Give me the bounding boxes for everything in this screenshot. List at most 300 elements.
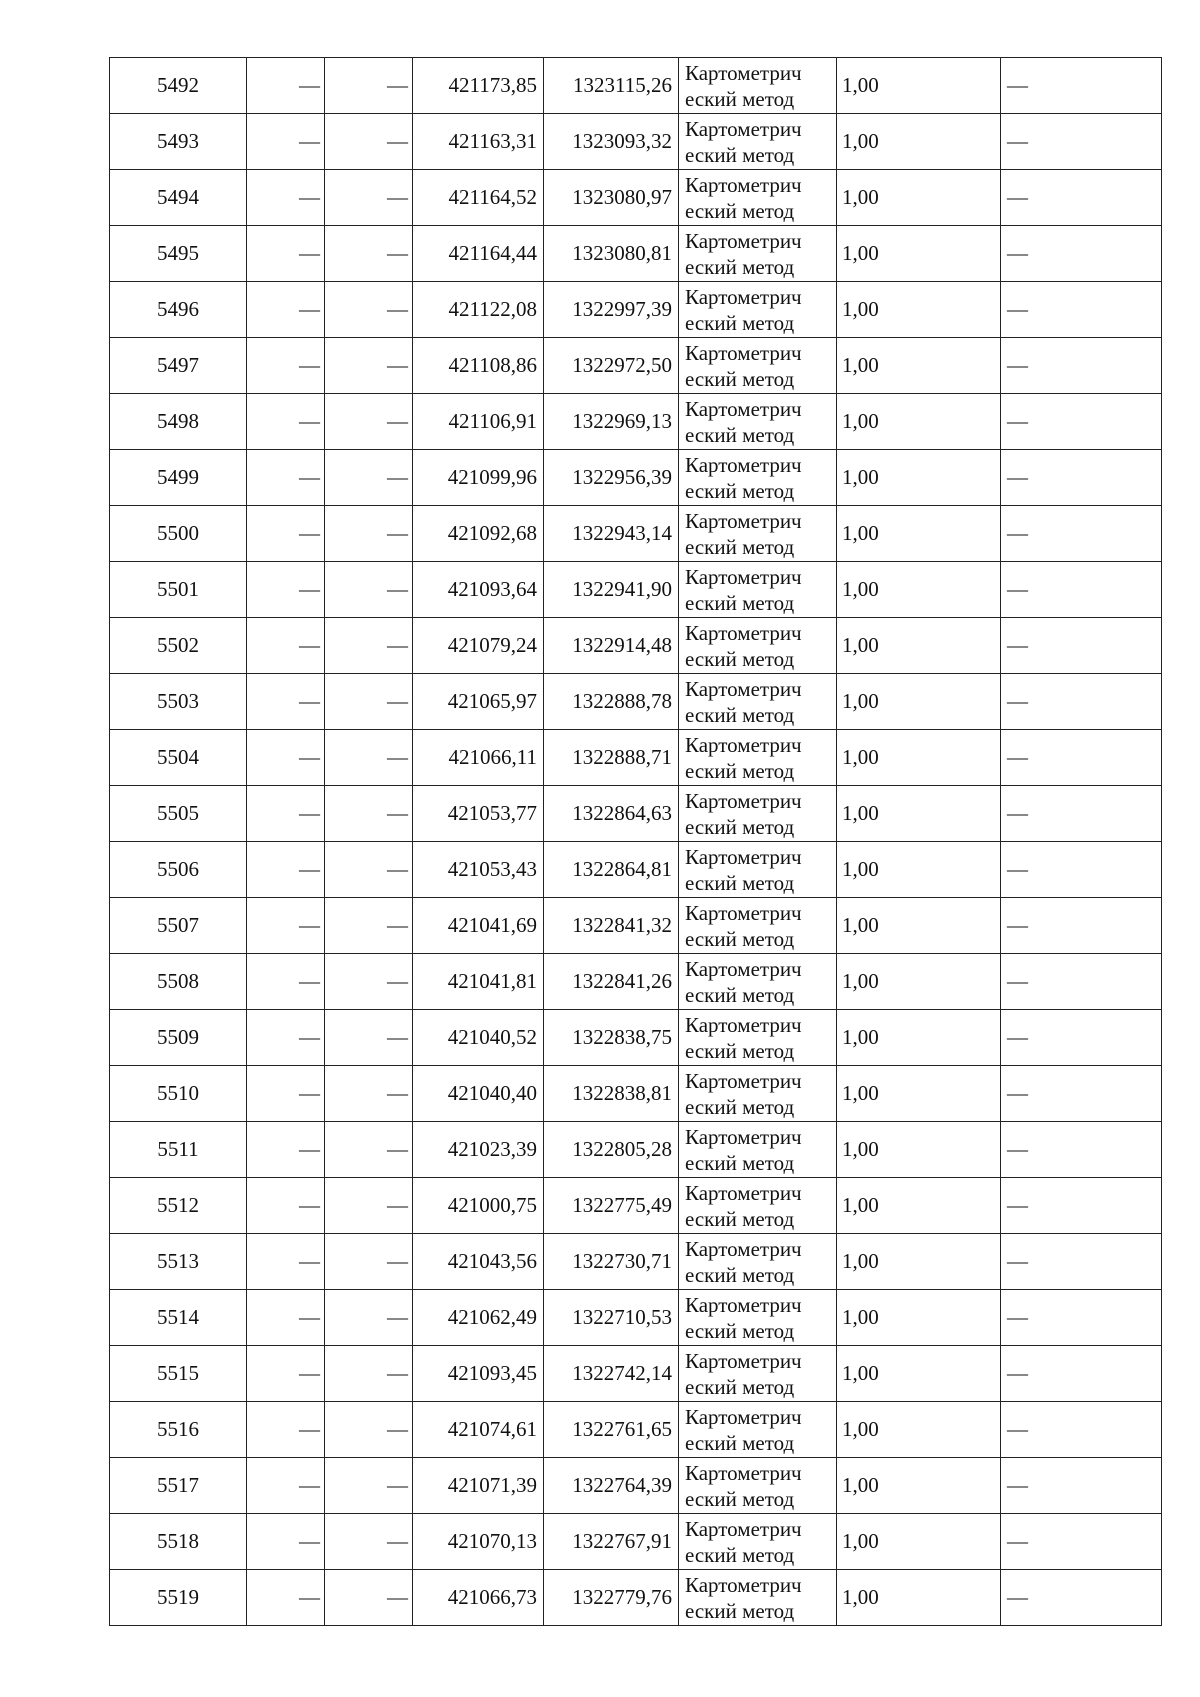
accuracy-cell: 1,00 bbox=[837, 170, 1001, 226]
x-coordinate-cell: 421043,56 bbox=[413, 1234, 544, 1290]
y-coordinate-cell: 1322838,75 bbox=[544, 1010, 679, 1066]
point-number-cell: 5495 bbox=[110, 226, 247, 282]
x-coordinate-cell: 421074,61 bbox=[413, 1402, 544, 1458]
method-line-2: еский метод bbox=[685, 534, 795, 559]
method-line-1: Картометрич bbox=[685, 620, 802, 645]
method-line-1: Картометрич bbox=[685, 60, 802, 85]
method-line-2: еский метод bbox=[685, 1150, 795, 1175]
method-line-2: еский метод bbox=[685, 198, 795, 223]
point-number-cell: 5514 bbox=[110, 1290, 247, 1346]
x-coordinate-cell: 421164,44 bbox=[413, 226, 544, 282]
description-cell: — bbox=[1001, 114, 1162, 170]
method-line-2: еский метод bbox=[685, 1094, 795, 1119]
table-row bbox=[110, 1010, 1162, 1066]
table-row bbox=[110, 1290, 1162, 1346]
method-line-2: еский метод bbox=[685, 1206, 795, 1231]
method-cell bbox=[679, 730, 837, 786]
point-number-cell: 5499 bbox=[110, 450, 247, 506]
x-coordinate-cell: 421106,91 bbox=[413, 394, 544, 450]
point-number-cell: 5506 bbox=[110, 842, 247, 898]
empty-value-cell: — bbox=[247, 1514, 325, 1570]
table-body bbox=[110, 58, 1162, 1626]
y-coordinate-cell: 1322775,49 bbox=[544, 1178, 679, 1234]
empty-value-cell: — bbox=[247, 58, 325, 114]
method-line-2: еский метод bbox=[685, 1542, 795, 1567]
table-row bbox=[110, 842, 1162, 898]
method-line-2: еский метод bbox=[685, 86, 795, 111]
empty-value-cell: — bbox=[325, 1234, 413, 1290]
y-coordinate-cell: 1322761,65 bbox=[544, 1402, 679, 1458]
method-line-2: еский метод bbox=[685, 310, 795, 335]
y-coordinate-cell: 1323080,97 bbox=[544, 170, 679, 226]
point-number-cell: 5504 bbox=[110, 730, 247, 786]
method-line-1: Картометрич bbox=[685, 396, 802, 421]
accuracy-cell: 1,00 bbox=[837, 730, 1001, 786]
table-row bbox=[110, 1346, 1162, 1402]
y-coordinate-cell: 1322941,90 bbox=[544, 562, 679, 618]
method-line-2: еский метод bbox=[685, 1038, 795, 1063]
method-line-2: еский метод bbox=[685, 702, 795, 727]
method-line-1: Картометрич bbox=[685, 284, 802, 309]
method-cell bbox=[679, 1178, 837, 1234]
method-cell bbox=[679, 170, 837, 226]
accuracy-cell: 1,00 bbox=[837, 1010, 1001, 1066]
table-row bbox=[110, 618, 1162, 674]
method-cell bbox=[679, 786, 837, 842]
x-coordinate-cell: 421092,68 bbox=[413, 506, 544, 562]
x-coordinate-cell: 421053,43 bbox=[413, 842, 544, 898]
method-line-1: Картометрич bbox=[685, 1236, 802, 1261]
empty-value-cell: — bbox=[247, 282, 325, 338]
accuracy-cell: 1,00 bbox=[837, 1290, 1001, 1346]
empty-value-cell: — bbox=[247, 1346, 325, 1402]
accuracy-cell: 1,00 bbox=[837, 450, 1001, 506]
point-number-cell: 5513 bbox=[110, 1234, 247, 1290]
x-coordinate-cell: 421173,85 bbox=[413, 58, 544, 114]
method-cell bbox=[679, 954, 837, 1010]
x-coordinate-cell: 421053,77 bbox=[413, 786, 544, 842]
description-cell: — bbox=[1001, 58, 1162, 114]
empty-value-cell: — bbox=[247, 394, 325, 450]
empty-value-cell: — bbox=[325, 1122, 413, 1178]
accuracy-cell: 1,00 bbox=[837, 1514, 1001, 1570]
y-coordinate-cell: 1322838,81 bbox=[544, 1066, 679, 1122]
empty-value-cell: — bbox=[325, 1010, 413, 1066]
empty-value-cell: — bbox=[247, 170, 325, 226]
method-line-1: Картометрич bbox=[685, 564, 802, 589]
x-coordinate-cell: 421093,64 bbox=[413, 562, 544, 618]
table-row bbox=[110, 898, 1162, 954]
empty-value-cell: — bbox=[247, 842, 325, 898]
empty-value-cell: — bbox=[247, 786, 325, 842]
y-coordinate-cell: 1322805,28 bbox=[544, 1122, 679, 1178]
x-coordinate-cell: 421164,52 bbox=[413, 170, 544, 226]
x-coordinate-cell: 421023,39 bbox=[413, 1122, 544, 1178]
method-cell bbox=[679, 506, 837, 562]
point-number-cell: 5518 bbox=[110, 1514, 247, 1570]
empty-value-cell: — bbox=[247, 338, 325, 394]
coordinates-table bbox=[109, 57, 1162, 1626]
accuracy-cell: 1,00 bbox=[837, 1178, 1001, 1234]
description-cell: — bbox=[1001, 898, 1162, 954]
empty-value-cell: — bbox=[325, 1402, 413, 1458]
point-number-cell: 5501 bbox=[110, 562, 247, 618]
table-row bbox=[110, 114, 1162, 170]
table-row bbox=[110, 1458, 1162, 1514]
empty-value-cell: — bbox=[325, 170, 413, 226]
description-cell: — bbox=[1001, 674, 1162, 730]
method-cell bbox=[679, 618, 837, 674]
table-row bbox=[110, 1178, 1162, 1234]
description-cell: — bbox=[1001, 786, 1162, 842]
empty-value-cell: — bbox=[325, 730, 413, 786]
accuracy-cell: 1,00 bbox=[837, 674, 1001, 730]
point-number-cell: 5512 bbox=[110, 1178, 247, 1234]
method-cell bbox=[679, 58, 837, 114]
point-number-cell: 5503 bbox=[110, 674, 247, 730]
accuracy-cell: 1,00 bbox=[837, 1458, 1001, 1514]
method-line-2: еский метод bbox=[685, 254, 795, 279]
x-coordinate-cell: 421066,11 bbox=[413, 730, 544, 786]
empty-value-cell: — bbox=[325, 954, 413, 1010]
table-row bbox=[110, 1514, 1162, 1570]
y-coordinate-cell: 1322864,81 bbox=[544, 842, 679, 898]
empty-value-cell: — bbox=[247, 618, 325, 674]
y-coordinate-cell: 1322764,39 bbox=[544, 1458, 679, 1514]
description-cell: — bbox=[1001, 450, 1162, 506]
empty-value-cell: — bbox=[325, 394, 413, 450]
empty-value-cell: — bbox=[247, 1178, 325, 1234]
point-number-cell: 5510 bbox=[110, 1066, 247, 1122]
y-coordinate-cell: 1322767,91 bbox=[544, 1514, 679, 1570]
accuracy-cell: 1,00 bbox=[837, 338, 1001, 394]
x-coordinate-cell: 421163,31 bbox=[413, 114, 544, 170]
x-coordinate-cell: 421070,13 bbox=[413, 1514, 544, 1570]
y-coordinate-cell: 1323093,32 bbox=[544, 114, 679, 170]
y-coordinate-cell: 1322864,63 bbox=[544, 786, 679, 842]
method-line-1: Картометрич bbox=[685, 1012, 802, 1037]
empty-value-cell: — bbox=[325, 114, 413, 170]
method-cell bbox=[679, 674, 837, 730]
point-number-cell: 5505 bbox=[110, 786, 247, 842]
method-line-1: Картометрич bbox=[685, 1292, 802, 1317]
empty-value-cell: — bbox=[325, 58, 413, 114]
description-cell: — bbox=[1001, 1402, 1162, 1458]
method-line-1: Картометрич bbox=[685, 1572, 802, 1597]
x-coordinate-cell: 421108,86 bbox=[413, 338, 544, 394]
accuracy-cell: 1,00 bbox=[837, 1122, 1001, 1178]
method-line-2: еский метод bbox=[685, 646, 795, 671]
empty-value-cell: — bbox=[247, 1234, 325, 1290]
accuracy-cell: 1,00 bbox=[837, 898, 1001, 954]
method-cell bbox=[679, 1122, 837, 1178]
table-row bbox=[110, 1570, 1162, 1626]
description-cell: — bbox=[1001, 954, 1162, 1010]
point-number-cell: 5508 bbox=[110, 954, 247, 1010]
method-line-2: еский метод bbox=[685, 1262, 795, 1287]
method-cell bbox=[679, 1290, 837, 1346]
description-cell: — bbox=[1001, 1514, 1162, 1570]
method-line-1: Картометрич bbox=[685, 228, 802, 253]
description-cell: — bbox=[1001, 338, 1162, 394]
accuracy-cell: 1,00 bbox=[837, 954, 1001, 1010]
method-line-1: Картометрич bbox=[685, 508, 802, 533]
method-cell bbox=[679, 1234, 837, 1290]
y-coordinate-cell: 1322956,39 bbox=[544, 450, 679, 506]
point-number-cell: 5500 bbox=[110, 506, 247, 562]
description-cell: — bbox=[1001, 1570, 1162, 1626]
x-coordinate-cell: 421041,69 bbox=[413, 898, 544, 954]
table-row bbox=[110, 1234, 1162, 1290]
method-cell bbox=[679, 338, 837, 394]
description-cell: — bbox=[1001, 394, 1162, 450]
description-cell: — bbox=[1001, 618, 1162, 674]
description-cell: — bbox=[1001, 506, 1162, 562]
empty-value-cell: — bbox=[247, 1458, 325, 1514]
description-cell: — bbox=[1001, 842, 1162, 898]
method-line-2: еский метод bbox=[685, 1374, 795, 1399]
accuracy-cell: 1,00 bbox=[837, 786, 1001, 842]
empty-value-cell: — bbox=[325, 1066, 413, 1122]
y-coordinate-cell: 1322742,14 bbox=[544, 1346, 679, 1402]
point-number-cell: 5493 bbox=[110, 114, 247, 170]
point-number-cell: 5519 bbox=[110, 1570, 247, 1626]
method-cell bbox=[679, 1570, 837, 1626]
point-number-cell: 5509 bbox=[110, 1010, 247, 1066]
table-row bbox=[110, 338, 1162, 394]
description-cell: — bbox=[1001, 282, 1162, 338]
description-cell: — bbox=[1001, 1010, 1162, 1066]
point-number-cell: 5494 bbox=[110, 170, 247, 226]
empty-value-cell: — bbox=[247, 730, 325, 786]
y-coordinate-cell: 1322730,71 bbox=[544, 1234, 679, 1290]
accuracy-cell: 1,00 bbox=[837, 394, 1001, 450]
empty-value-cell: — bbox=[325, 1178, 413, 1234]
accuracy-cell: 1,00 bbox=[837, 618, 1001, 674]
table-row bbox=[110, 226, 1162, 282]
method-line-1: Картометрич bbox=[685, 844, 802, 869]
accuracy-cell: 1,00 bbox=[837, 58, 1001, 114]
method-line-1: Картометрич bbox=[685, 676, 802, 701]
point-number-cell: 5498 bbox=[110, 394, 247, 450]
y-coordinate-cell: 1322943,14 bbox=[544, 506, 679, 562]
y-coordinate-cell: 1322841,32 bbox=[544, 898, 679, 954]
method-line-1: Картометрич bbox=[685, 900, 802, 925]
method-line-2: еский метод bbox=[685, 1430, 795, 1455]
description-cell: — bbox=[1001, 1346, 1162, 1402]
method-line-2: еский метод bbox=[685, 926, 795, 951]
y-coordinate-cell: 1322972,50 bbox=[544, 338, 679, 394]
point-number-cell: 5492 bbox=[110, 58, 247, 114]
x-coordinate-cell: 421099,96 bbox=[413, 450, 544, 506]
empty-value-cell: — bbox=[247, 1402, 325, 1458]
method-line-2: еский метод bbox=[685, 1598, 795, 1623]
method-line-2: еский метод bbox=[685, 478, 795, 503]
method-line-1: Картометрич bbox=[685, 340, 802, 365]
method-cell bbox=[679, 898, 837, 954]
table-row bbox=[110, 58, 1162, 114]
method-cell bbox=[679, 562, 837, 618]
method-line-2: еский метод bbox=[685, 982, 795, 1007]
empty-value-cell: — bbox=[247, 226, 325, 282]
description-cell: — bbox=[1001, 226, 1162, 282]
method-line-1: Картометрич bbox=[685, 1404, 802, 1429]
empty-value-cell: — bbox=[325, 1514, 413, 1570]
point-number-cell: 5497 bbox=[110, 338, 247, 394]
x-coordinate-cell: 421040,52 bbox=[413, 1010, 544, 1066]
empty-value-cell: — bbox=[247, 898, 325, 954]
accuracy-cell: 1,00 bbox=[837, 114, 1001, 170]
accuracy-cell: 1,00 bbox=[837, 1234, 1001, 1290]
empty-value-cell: — bbox=[247, 1010, 325, 1066]
x-coordinate-cell: 421079,24 bbox=[413, 618, 544, 674]
method-line-2: еский метод bbox=[685, 590, 795, 615]
empty-value-cell: — bbox=[247, 1066, 325, 1122]
method-cell bbox=[679, 1402, 837, 1458]
method-cell bbox=[679, 1514, 837, 1570]
accuracy-cell: 1,00 bbox=[837, 1066, 1001, 1122]
y-coordinate-cell: 1323080,81 bbox=[544, 226, 679, 282]
empty-value-cell: — bbox=[247, 1290, 325, 1346]
empty-value-cell: — bbox=[325, 506, 413, 562]
method-line-1: Картометрич bbox=[685, 1460, 802, 1485]
empty-value-cell: — bbox=[247, 450, 325, 506]
table-row bbox=[110, 786, 1162, 842]
method-line-1: Картометрич bbox=[685, 1180, 802, 1205]
method-cell bbox=[679, 1346, 837, 1402]
empty-value-cell: — bbox=[247, 114, 325, 170]
empty-value-cell: — bbox=[325, 842, 413, 898]
empty-value-cell: — bbox=[325, 618, 413, 674]
method-line-2: еский метод bbox=[685, 870, 795, 895]
description-cell: — bbox=[1001, 1290, 1162, 1346]
x-coordinate-cell: 421071,39 bbox=[413, 1458, 544, 1514]
accuracy-cell: 1,00 bbox=[837, 1402, 1001, 1458]
x-coordinate-cell: 421122,08 bbox=[413, 282, 544, 338]
table-row bbox=[110, 170, 1162, 226]
empty-value-cell: — bbox=[247, 1122, 325, 1178]
empty-value-cell: — bbox=[325, 1290, 413, 1346]
method-line-1: Картометрич bbox=[685, 1348, 802, 1373]
table-row bbox=[110, 1122, 1162, 1178]
method-cell bbox=[679, 226, 837, 282]
y-coordinate-cell: 1322914,48 bbox=[544, 618, 679, 674]
x-coordinate-cell: 421066,73 bbox=[413, 1570, 544, 1626]
point-number-cell: 5511 bbox=[110, 1122, 247, 1178]
description-cell: — bbox=[1001, 1458, 1162, 1514]
y-coordinate-cell: 1322969,13 bbox=[544, 394, 679, 450]
method-line-2: еский метод bbox=[685, 1486, 795, 1511]
method-cell bbox=[679, 1010, 837, 1066]
method-line-1: Картометрич bbox=[685, 1516, 802, 1541]
method-line-1: Картометрич bbox=[685, 116, 802, 141]
empty-value-cell: — bbox=[325, 1346, 413, 1402]
empty-value-cell: — bbox=[247, 562, 325, 618]
x-coordinate-cell: 421000,75 bbox=[413, 1178, 544, 1234]
method-cell bbox=[679, 842, 837, 898]
empty-value-cell: — bbox=[325, 1570, 413, 1626]
description-cell: — bbox=[1001, 730, 1162, 786]
table-row bbox=[110, 674, 1162, 730]
empty-value-cell: — bbox=[247, 506, 325, 562]
empty-value-cell: — bbox=[325, 282, 413, 338]
x-coordinate-cell: 421040,40 bbox=[413, 1066, 544, 1122]
method-line-1: Картометрич bbox=[685, 452, 802, 477]
accuracy-cell: 1,00 bbox=[837, 562, 1001, 618]
table-row bbox=[110, 506, 1162, 562]
empty-value-cell: — bbox=[325, 786, 413, 842]
empty-value-cell: — bbox=[325, 674, 413, 730]
table-row bbox=[110, 730, 1162, 786]
point-number-cell: 5516 bbox=[110, 1402, 247, 1458]
table-row bbox=[110, 954, 1162, 1010]
y-coordinate-cell: 1323115,26 bbox=[544, 58, 679, 114]
accuracy-cell: 1,00 bbox=[837, 282, 1001, 338]
method-line-2: еский метод bbox=[685, 422, 795, 447]
empty-value-cell: — bbox=[247, 1570, 325, 1626]
y-coordinate-cell: 1322997,39 bbox=[544, 282, 679, 338]
empty-value-cell: — bbox=[325, 226, 413, 282]
table-row bbox=[110, 562, 1162, 618]
point-number-cell: 5515 bbox=[110, 1346, 247, 1402]
table-row bbox=[110, 282, 1162, 338]
table-row bbox=[110, 1402, 1162, 1458]
method-line-2: еский метод bbox=[685, 366, 795, 391]
description-cell: — bbox=[1001, 1122, 1162, 1178]
table-row bbox=[110, 394, 1162, 450]
y-coordinate-cell: 1322888,71 bbox=[544, 730, 679, 786]
point-number-cell: 5496 bbox=[110, 282, 247, 338]
method-line-1: Картометрич bbox=[685, 1124, 802, 1149]
method-line-2: еский метод bbox=[685, 758, 795, 783]
x-coordinate-cell: 421062,49 bbox=[413, 1290, 544, 1346]
description-cell: — bbox=[1001, 170, 1162, 226]
table-row bbox=[110, 1066, 1162, 1122]
empty-value-cell: — bbox=[325, 450, 413, 506]
y-coordinate-cell: 1322841,26 bbox=[544, 954, 679, 1010]
accuracy-cell: 1,00 bbox=[837, 1346, 1001, 1402]
x-coordinate-cell: 421093,45 bbox=[413, 1346, 544, 1402]
point-number-cell: 5502 bbox=[110, 618, 247, 674]
accuracy-cell: 1,00 bbox=[837, 842, 1001, 898]
method-cell bbox=[679, 114, 837, 170]
description-cell: — bbox=[1001, 1066, 1162, 1122]
method-line-1: Картометрич bbox=[685, 956, 802, 981]
accuracy-cell: 1,00 bbox=[837, 1570, 1001, 1626]
empty-value-cell: — bbox=[325, 338, 413, 394]
method-cell bbox=[679, 394, 837, 450]
method-line-2: еский метод bbox=[685, 814, 795, 839]
method-line-1: Картометрич bbox=[685, 732, 802, 757]
method-line-2: еский метод bbox=[685, 1318, 795, 1343]
description-cell: — bbox=[1001, 562, 1162, 618]
accuracy-cell: 1,00 bbox=[837, 226, 1001, 282]
method-line-1: Картометрич bbox=[685, 172, 802, 197]
empty-value-cell: — bbox=[247, 674, 325, 730]
empty-value-cell: — bbox=[325, 562, 413, 618]
y-coordinate-cell: 1322779,76 bbox=[544, 1570, 679, 1626]
point-number-cell: 5507 bbox=[110, 898, 247, 954]
accuracy-cell: 1,00 bbox=[837, 506, 1001, 562]
method-line-1: Картометрич bbox=[685, 1068, 802, 1093]
empty-value-cell: — bbox=[247, 954, 325, 1010]
method-line-1: Картометрич bbox=[685, 788, 802, 813]
empty-value-cell: — bbox=[325, 898, 413, 954]
method-cell bbox=[679, 450, 837, 506]
method-cell bbox=[679, 1066, 837, 1122]
x-coordinate-cell: 421065,97 bbox=[413, 674, 544, 730]
method-line-2: еский метод bbox=[685, 142, 795, 167]
